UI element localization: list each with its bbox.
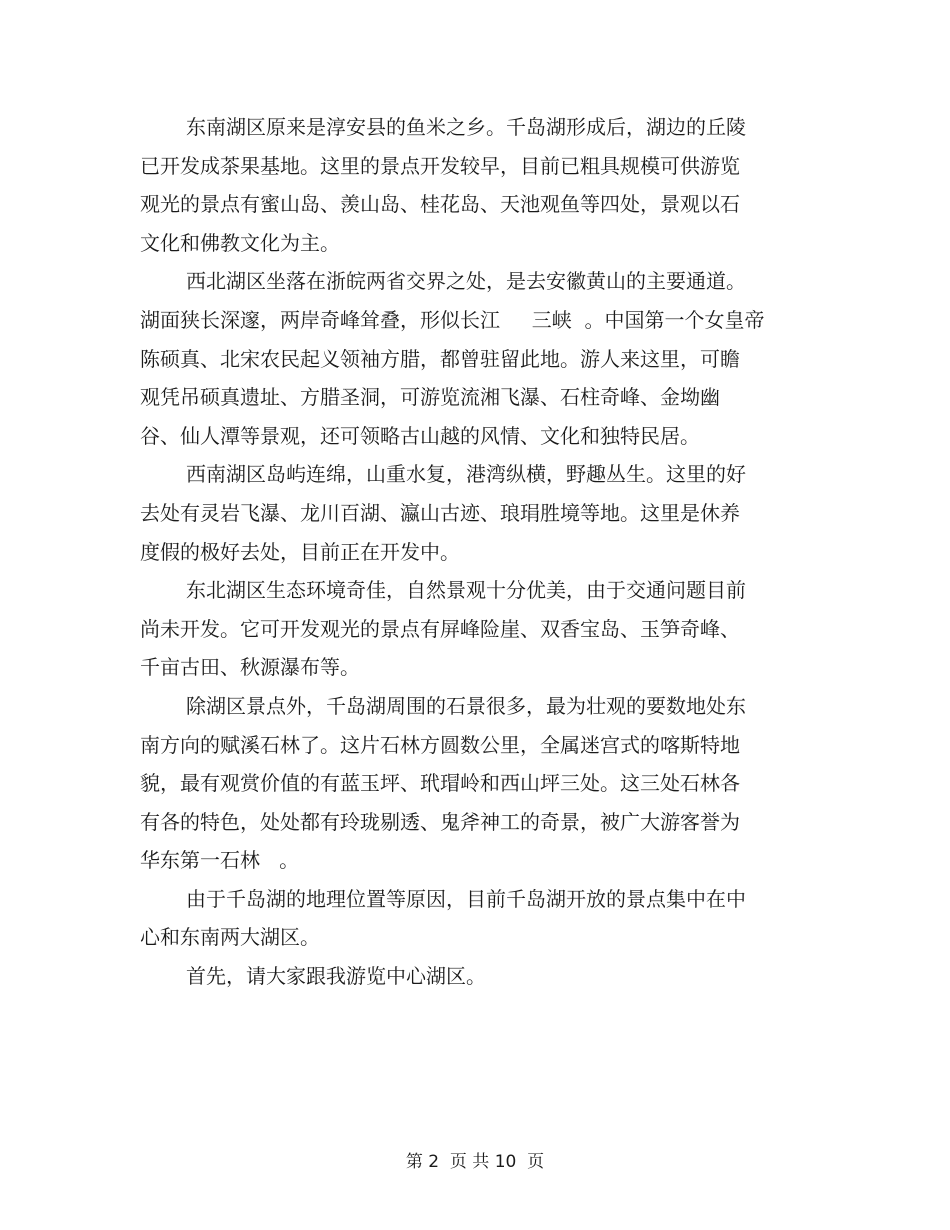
page-footer: 第 2 页 共 10 页	[405, 1152, 545, 1172]
paragraph-line: 貌，最有观赏价值的有蓝玉坪、玳瑁岭和西山坪三处。这三处石林各	[140, 771, 740, 796]
paragraph-first-line: 东南湖区原来是淳安县的鱼米之乡。千岛湖形成后，湖边的丘陵	[186, 115, 746, 139]
paragraph-first-line: 除湖区景点外，千岛湖周围的石景很多，最为壮观的要数地处东	[186, 693, 746, 718]
paragraph-line: 去处有灵岩飞瀑、龙川百湖、瀛山古迹、琅琄胜境等地。这里是休养	[140, 500, 740, 525]
paragraph-line: 观光的景点有蜜山岛、羡山岛、桂花岛、天池观鱼等四处，景观以石	[140, 192, 740, 217]
paragraph-line: 已开发成茶果基地。这里的景点开发较早，目前已粗具规模可供游览	[140, 153, 740, 178]
paragraph-line: 有各的特色，处处都有玲珑剔透、鬼斧神工的奇景，被广大游客誉为	[140, 809, 740, 834]
paragraph-first-line: 西南湖区岛屿连绵，山重水复，港湾纵横，野趣丛生。这里的好	[186, 462, 746, 487]
paragraph-line: 华东第一石林 。	[140, 848, 300, 873]
paragraph-line: 南方向的赋溪石林了。这片石林方圆数公里，全属迷宫式的喀斯特地	[140, 732, 740, 757]
paragraph-line: 文化和佛教文化为主。	[140, 230, 340, 255]
paragraph-line: 陈硕真、北宋农民起义领袖方腊，都曾驻留此地。游人来这里，可瞻	[140, 346, 740, 371]
paragraph-line: 谷、仙人潭等景观，还可领略古山越的风情、文化和独特民居。	[140, 423, 700, 448]
paragraph-first-line: 首先，请大家跟我游览中心湖区。	[186, 964, 486, 989]
paragraph-line: 观凭吊硕真遗址、方腊圣洞，可游览流湘飞瀑、石柱奇峰、金坳幽	[140, 385, 720, 410]
document-body	[140, 108, 800, 996]
paragraph-line: 度假的极好去处，目前正在开发中。	[140, 539, 460, 564]
paragraph-line: 千亩古田、秋源瀑布等。	[140, 655, 360, 680]
paragraph-line: 心和东南两大湖区。	[140, 925, 320, 950]
paragraph-first-line: 由于千岛湖的地理位置等原因，目前千岛湖开放的景点集中在中	[186, 886, 746, 911]
paragraph-first-line: 东北湖区生态环境奇佳，自然景观十分优美，由于交通问题目前	[186, 578, 746, 603]
paragraph-line: 湖面狭长深邃，两岸奇峰耸叠，形似长江 三峡 。中国第一个女皇帝	[140, 307, 765, 332]
paragraph-first-line: 西北湖区坐落在浙皖两省交界之处，是去安徽黄山的主要通道。	[186, 269, 746, 294]
paragraph-line: 尚未开发。它可开发观光的景点有屏峰险崖、双香宝岛、玉笋奇峰、	[140, 616, 740, 641]
